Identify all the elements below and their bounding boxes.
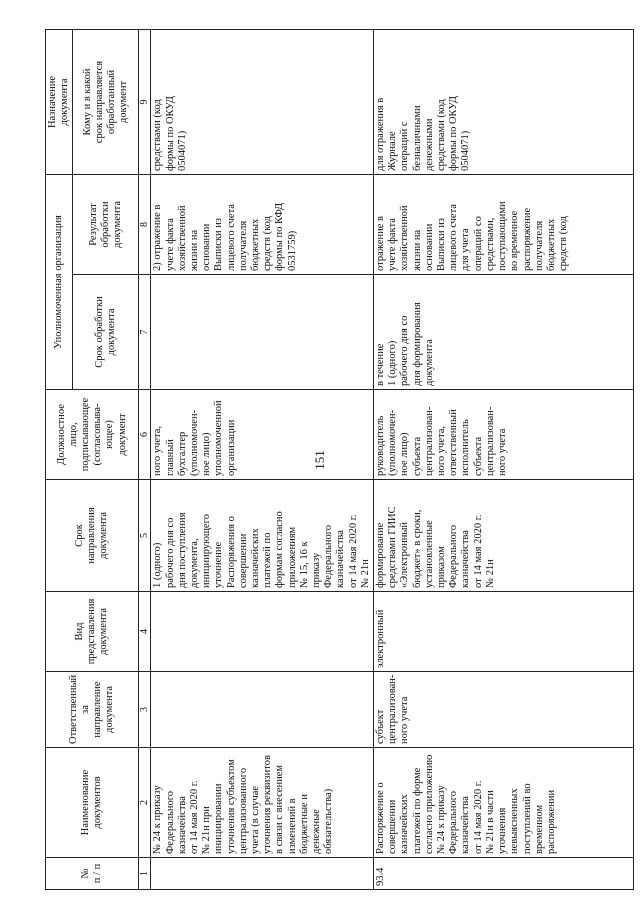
column-number: 5 [139,480,151,592]
column-number: 7 [139,275,151,390]
cell-result: отражение в учете факта хозяйственной жизни на основании Выписки из лицевого счета для учета операций со средствами, поступающими во временное распоряжение получателя бюджетных средств (код [374,175,634,275]
table-row [374,30,634,890]
header-name: Наименование документов [46,748,139,858]
cell-deadline: 1 (одного) рабочего дня со дня поступления документа, инициирующего уточнение Распоряжения о совершении казначейских платежей по формам согласно приложениям № 15, 16 к приказу Федерального казначейства от 14 мая 2020 г. № 21н [151,480,374,592]
cell-recipient: для отражения в Журнале операций с безналичными денежными средствами (код формы по ОКУД 0504071) [374,30,634,175]
column-numbers-row [139,30,151,890]
column-number: 4 [139,592,151,672]
header-form: Вид представления документа [46,592,139,672]
cell-responsible [151,672,374,748]
header-recipient: Кому и в какой срок направляется обработанный документ [73,30,139,175]
cell-form: электронный [374,592,634,672]
cell-no [151,858,374,890]
header-no: № п / п [46,858,139,890]
header-official: Должностное лицо, подписывающее (согласовыва- ющее) документ [46,390,139,480]
header-processing-deadline: Срок обработки документа [73,275,139,390]
cell-deadline: формирование средствами ГИИС «Электронный бюджет» в сроки, установленные приказом Федерального казначейства от 14 мая 2020 г. № 21н [374,480,634,592]
header-result: Результат обработки документа [73,175,139,275]
cell-name: № 24 к приказу Федерального казначейства от 14 мая 2020 г. № 21н при инициировании уточнения субъектом централизованного учета (в случае уточнения реквизитов в связи с внесением изменений в бюджетные и денежные обязательства) [151,748,374,858]
column-number: 2 [139,748,151,858]
page-number: 151 [312,450,327,470]
column-number: 9 [139,30,151,175]
cell-name: Распоряжение о совершении казначейских платежей по форме согласно приложению № 24 к приказу Федерального казначейства от 14 мая 2020 г. № 21н в части уточнения невыясненных поступлений во временном распоряжении [374,748,634,858]
table-row [151,30,374,890]
cell-official: руководитель (уполномочен- ное лицо) субъекта централизован- ного учета, ответственный исполнитель субъекта централизован- ного учета [374,390,634,480]
cell-result: 2) отражение в учете факта хозяйственной жизни на основании Выписки из лицевого счета получателя бюджетных средств (код формы по КФД 0531759) [151,175,374,275]
header-purpose: Назначение документа [46,30,73,175]
landscape-page [45,30,635,890]
cell-no: 93.4 [374,858,634,890]
header-row-1 [46,30,73,890]
column-number: 3 [139,672,151,748]
cell-recipient: средствами (код формы по ОКУД 0504071) [151,30,374,175]
cell-form [151,592,374,672]
cell-responsible: субъект централизован- ного учета [374,672,634,748]
cell-processing-deadline [151,275,374,390]
header-responsible: Ответственный за направление документа [46,672,139,748]
column-number: 8 [139,175,151,275]
cell-official: ного учета, главный бухгалтер (уполномочен- ное лицо) уполномоченной организации [151,390,374,480]
header-deadline: Срок направления документа [46,480,139,592]
header-authorized-org: Уполномоченная организация [46,175,73,390]
column-number: 1 [139,858,151,890]
cell-processing-deadline: в течение 1 (одного) рабочего дня со дня формирования документа [374,275,634,390]
documents-table [45,29,634,890]
column-number: 6 [139,390,151,480]
